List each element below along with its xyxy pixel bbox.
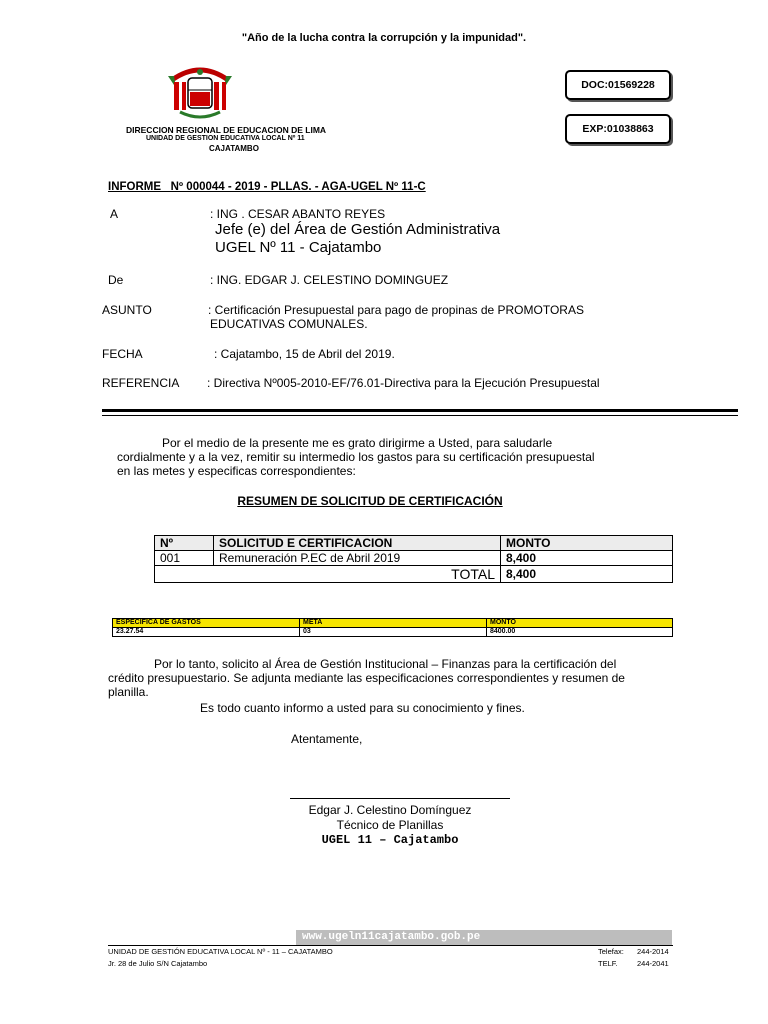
closing-line-4: Es todo cuanto informo a usted para su conocimiento y fines. [200,701,525,715]
closing-line-1: Por lo tanto, solicito al Área de Gestión Institucional – Finanzas para la certificación del [154,657,617,671]
intro-line-3: en las metes y especificas correspondientes: [117,464,356,478]
table-total-row [155,566,673,583]
footer-address: Jr. 28 de Julio S/N Cajatambo [108,959,208,968]
institution-unit: UNIDAD DE GESTION EDUCATIVA LOCAL Nº 11 [146,135,305,142]
header-cell-request: SOLICITUD E CERTIFICACION [214,536,501,551]
table-row [155,551,673,566]
header-cell-amount: MONTO [501,536,673,551]
regards-text: Atentamente, [291,732,363,746]
informe-title-text: INFORME Nº 000044 - 2019 - PLLAS. - AGA-UGEL Nº 11-C [108,181,426,193]
spec-header-specific: ESPECIFICA DE GASTOS [113,619,300,628]
footer-divider [108,945,673,946]
institution-city: CAJATAMBO [209,144,259,153]
summary-table [154,535,673,583]
motto-text: "Año de la lucha contra la corrupción y la impunidad". [241,32,527,44]
spec-row [113,628,673,637]
informe-title [108,181,426,193]
spec-cell-specific: 23.27.54 [113,628,300,637]
cell-request: Remuneración P.EC de Abril 2019 [214,551,501,566]
intro-line-2: cordialmente y a la vez, remitir su intermedio los gastos para su certificación presupuestal [117,450,595,464]
subject-value-line1: : Certificación Presupuestal para pago de propinas de PROMOTORAS [208,303,584,317]
intro-line-1: Por el medio de la presente me es grato dirigirme a Usted, para saludarle [162,436,553,450]
header-cell-number: Nº [155,536,214,551]
spec-cell-meta: 03 [300,628,487,637]
cell-number: 001 [155,551,214,566]
to-position: Jefe (e) del Área de Gestión Administrativa [215,221,501,238]
doc-reference-box: DOC:01569228 [565,70,671,100]
from-label: De [108,273,124,287]
signer-role: Técnico de Planillas [336,818,444,832]
signer-office: UGEL 11 – Cajatambo [321,833,459,847]
divider-thin [102,415,738,416]
spec-header-row [113,619,673,628]
summary-heading: RESUMEN DE SOLICITUD DE CERTIFICACIÓN [237,494,503,508]
date-label: FECHA [102,347,143,361]
spec-table [112,618,673,637]
reference-value: : Directiva Nº005-2010-EF/76.01-Directiva para la Ejecución Presupuestal [207,376,600,390]
spec-header-amount: MONTO [487,619,673,628]
reference-label: REFERENCIA [102,376,180,390]
footer-website: www.ugeln11cajatambo.gob.pe [296,930,672,945]
date-value: : Cajatambo, 15 de Abril del 2019. [214,347,395,361]
signer-name: Edgar J. Celestino Domínguez [308,803,472,817]
footer-telefax-label: Telefax: [598,947,624,956]
table-header-row [155,536,673,551]
footer-telf-value: 244-2041 [637,959,669,968]
peru-coat-of-arms-icon [166,58,234,124]
spec-header-meta: META [300,619,487,628]
footer-unit: UNIDAD DE GESTIÓN EDUCATIVA LOCAL Nº - 11 – CAJATAMBO [108,947,333,956]
spec-cell-amount: 8400.00 [487,628,673,637]
total-value: 8,400 [501,566,673,583]
subject-value-line2: EDUCATIVAS COMUNALES. [210,317,368,331]
footer-telefax-value: 244-2014 [637,947,669,956]
footer-telf-label: TELF. [598,959,618,968]
from-value: : ING. EDGAR J. CELESTINO DOMINGUEZ [210,273,449,287]
divider-thick [102,409,738,412]
to-value: : ING . CESAR ABANTO REYES [210,207,386,221]
to-office: UGEL Nº 11 - Cajatambo [215,239,382,256]
signature-line [290,798,510,799]
subject-label: ASUNTO [102,303,152,317]
institution-name: DIRECCION REGIONAL DE EDUCACION DE LIMA [126,125,327,135]
closing-line-3: planilla. [108,685,149,699]
exp-reference-box: EXP:01038863 [565,114,671,144]
total-label: TOTAL [155,566,501,583]
closing-line-2: crédito presupuestario. Se adjunta mediante las especificaciones correspondientes y resumen de [108,671,625,685]
to-label: A [110,207,119,221]
cell-amount: 8,400 [501,551,673,566]
